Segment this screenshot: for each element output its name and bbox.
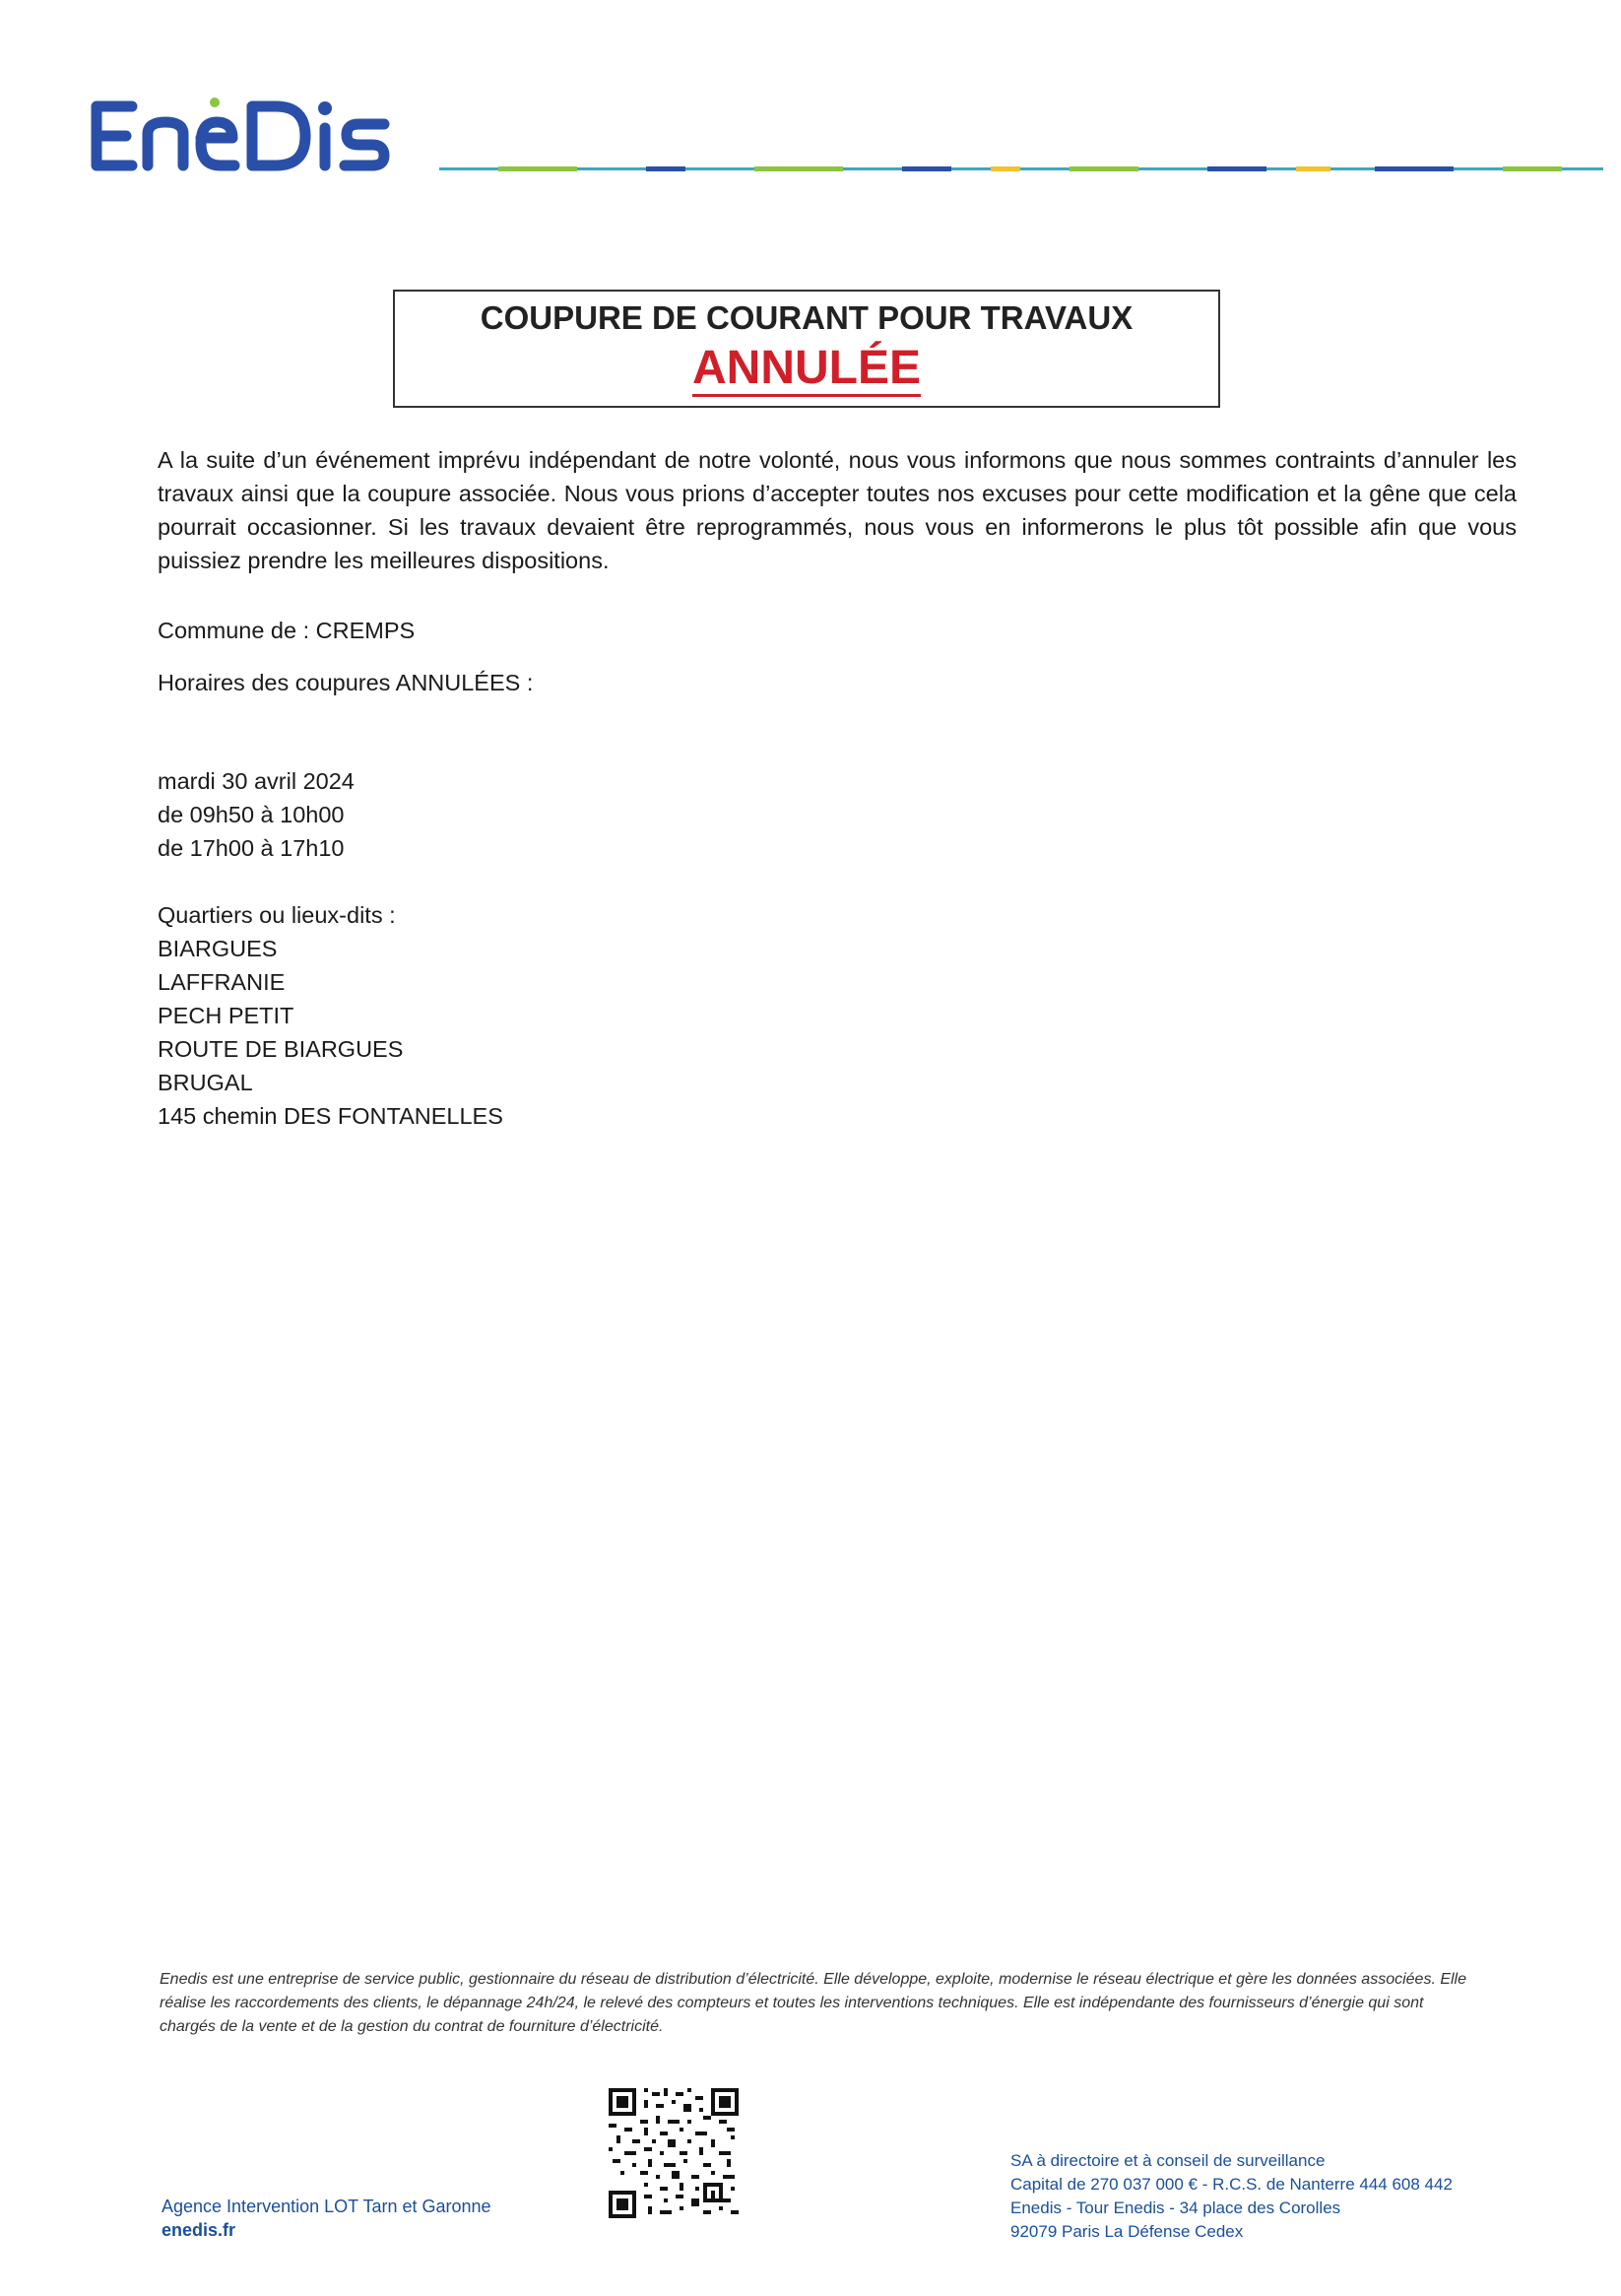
quartier-item: LAFFRANIE [158,969,286,995]
title-box [393,290,1220,408]
agency-name: Agence Intervention LOT Tarn et Garonne [162,2197,491,2216]
quartier-item: 145 chemin DES FONTANELLES [158,1103,503,1129]
schedule-date: mardi 30 avril 2024 [158,768,355,794]
enedis-logo [83,95,427,175]
quartier-item: PECH PETIT [158,1003,294,1028]
corporate-line: 92079 Paris La Défense Cedex [1010,2222,1244,2241]
schedule-slot: de 09h50 à 10h00 [158,802,345,827]
quartier-item: BIARGUES [158,936,278,961]
corporate-info [1010,2149,1453,2244]
corporate-line: SA à directoire et à conseil de surveillance [1010,2151,1326,2170]
title-status-text: ANNULÉE [692,342,921,397]
website-link[interactable]: enedis.fr [162,2220,236,2240]
title-heading: COUPURE DE COURANT POUR TRAVAUX [480,299,1134,336]
commune: Commune de : CREMPS [158,618,416,643]
intro-paragraph: A la suite d’un événement imprévu indépendant de notre volonté, nous vous informons que nous sommes contraints d’annuler les travaux ainsi que la coupure associée. Nous vous prions d’accepter toutes nos excuses pour cette modification et la gêne que cela pourrait occasionner. Si les travaux devaient être reprogrammés, nous vous en informerons le plus tôt possible afin que vous puissiez prendre les meilleures dispositions. [158,447,1517,573]
qr-code[interactable] [609,2088,739,2218]
corporate-line: Enedis - Tour Enedis - 34 place des Corolles [1010,2198,1341,2217]
footer-legal: Enedis est une entreprise de service public, gestionnaire du réseau de distribution d’électricité. Elle développe, exploite, modernise le réseau électrique et gère les données associées. Elle réalise les raccordements des clients, le dépannage 24h/24, le relevé des compteurs et toutes les interventions techniques. Elle est indépendante des fournisseurs d’énergie qui sont chargés de la vente et de la gestion du contrat de fourniture d’électricité. [160,1971,1467,2035]
agency-block [162,2195,491,2242]
quartier-item: BRUGAL [158,1070,253,1095]
title-status [395,341,1218,395]
corporate-line: Capital de 270 037 000 € - R.C.S. de Nanterre 444 608 442 [1010,2175,1453,2194]
quartiers-label: Quartiers ou lieux-dits : [158,902,396,928]
schedule-slot: de 17h00 à 17h10 [158,835,345,861]
header-rule [439,165,1603,173]
quartier-item: ROUTE DE BIARGUES [158,1036,404,1062]
horaires-label: Horaires des coupures ANNULÉES : [158,670,534,695]
